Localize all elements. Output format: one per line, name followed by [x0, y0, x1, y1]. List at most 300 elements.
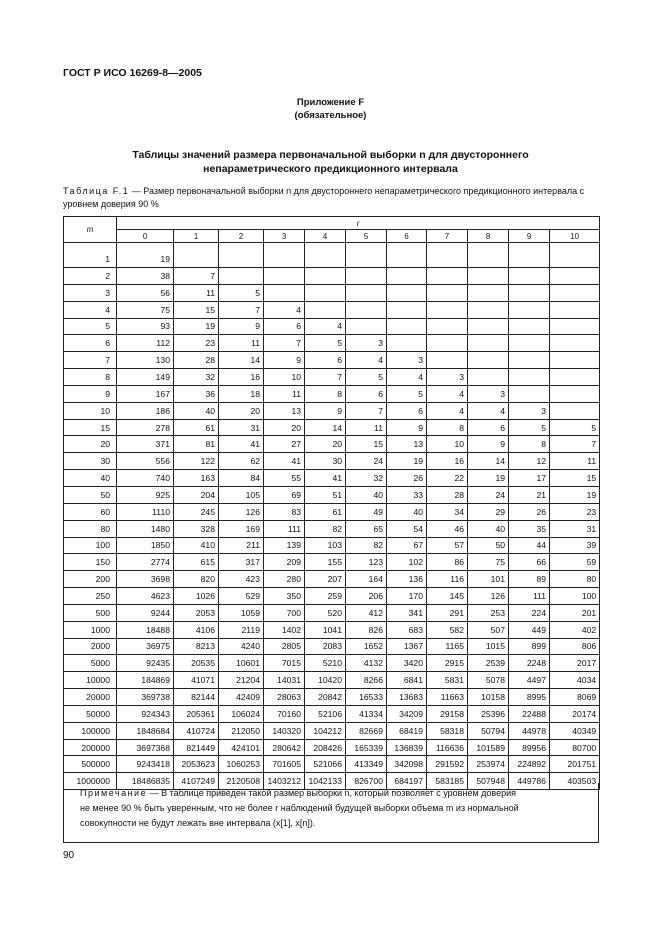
table-cell	[219, 268, 264, 285]
table-row	[64, 739, 600, 756]
table-cell: 5210	[305, 655, 346, 672]
table-cell: 16	[219, 369, 264, 386]
table-cell: 149	[117, 369, 174, 386]
table-row	[64, 318, 600, 335]
table-cell: 52106	[305, 705, 346, 722]
table-cell: 39	[550, 537, 600, 554]
row-m-value: 30	[64, 453, 117, 470]
table-cell: 50	[468, 537, 509, 554]
table-cell: 112	[117, 335, 174, 352]
table-row	[64, 470, 600, 487]
table-cell: 105	[219, 486, 264, 503]
table-cell: 20535	[174, 655, 219, 672]
table-cell: 15	[174, 301, 219, 318]
table-cell	[550, 402, 600, 419]
table-cell: 136	[387, 571, 427, 588]
table-cell: 14	[468, 453, 509, 470]
table-cell: 3	[427, 369, 468, 386]
table-cell: 826	[346, 621, 387, 638]
table-cell: 89956	[509, 739, 550, 756]
table-cell	[468, 243, 509, 268]
table-row	[64, 284, 600, 301]
table-cell	[427, 268, 468, 285]
table-row	[64, 756, 600, 773]
table-cell: 75	[117, 301, 174, 318]
table-cell: 412	[346, 604, 387, 621]
table-cell: 3	[509, 402, 550, 419]
table-cell	[427, 318, 468, 335]
row-m-value: 1	[64, 243, 117, 268]
table-cell: 27	[264, 436, 305, 453]
table-cell: 15	[346, 436, 387, 453]
table-cell: 11	[174, 284, 219, 301]
table-cell: 520	[305, 604, 346, 621]
row-m-value: 500000	[64, 756, 117, 773]
table-cell: 2119	[219, 621, 264, 638]
table-cell	[387, 284, 427, 301]
column-header: 1	[174, 230, 219, 243]
table-cell	[509, 318, 550, 335]
table-cell: 82144	[174, 689, 219, 706]
note-text-line1: — В таблице приведен такой размер выборки n, который позволяет с уровнем доверия	[147, 788, 516, 798]
table-cell: 3	[346, 335, 387, 352]
table-cell: 259	[305, 588, 346, 605]
table-cell	[509, 243, 550, 268]
table-cell: 328	[174, 520, 219, 537]
table-cell	[468, 352, 509, 369]
table-cell: 55	[264, 470, 305, 487]
column-header: 4	[305, 230, 346, 243]
table-row	[64, 520, 600, 537]
table-cell: 350	[264, 588, 305, 605]
table-cell: 10158	[468, 689, 509, 706]
table-cell: 140320	[264, 722, 305, 739]
table-cell: 130	[117, 352, 174, 369]
table-cell	[468, 318, 509, 335]
table-cell: 139	[264, 537, 305, 554]
table-cell: 80	[550, 571, 600, 588]
table-cell: 8	[509, 436, 550, 453]
table-cell	[468, 335, 509, 352]
table-cell: 19	[117, 243, 174, 268]
table-cell: 54	[387, 520, 427, 537]
table-cell: 529	[219, 588, 264, 605]
table-cell: 413349	[346, 756, 387, 773]
table-cell: 49	[346, 503, 387, 520]
table-cell	[550, 284, 600, 301]
table-note	[63, 783, 599, 843]
table-cell: 403503	[550, 773, 600, 790]
row-m-value: 1000000	[64, 773, 117, 790]
table-cell	[509, 385, 550, 402]
table-cell: 167	[117, 385, 174, 402]
table-cell: 820	[174, 571, 219, 588]
table-cell: 23	[550, 503, 600, 520]
table-cell	[174, 243, 219, 268]
table-cell: 36	[174, 385, 219, 402]
table-cell	[387, 335, 427, 352]
row-m-value: 50	[64, 486, 117, 503]
table-cell: 7	[346, 402, 387, 419]
table-cell: 26	[509, 503, 550, 520]
table-cell: 6	[305, 352, 346, 369]
table-row	[64, 571, 600, 588]
row-m-value: 60	[64, 503, 117, 520]
table-cell: 3698	[117, 571, 174, 588]
table-cell: 278	[117, 419, 174, 436]
table-cell: 36975	[117, 638, 174, 655]
table-cell: 40	[468, 520, 509, 537]
table-cell: 684197	[387, 773, 427, 790]
table-cell: 24	[468, 486, 509, 503]
table-cell: 2120508	[219, 773, 264, 790]
table-cell: 101	[468, 571, 509, 588]
row-m-value: 2	[64, 268, 117, 285]
table-cell: 6841	[387, 672, 427, 689]
table-cell: 67	[387, 537, 427, 554]
table-cell: 23	[174, 335, 219, 352]
table-cell: 9	[387, 419, 427, 436]
table-cell: 16	[427, 453, 468, 470]
table-cell: 31	[550, 520, 600, 537]
table-cell: 208426	[305, 739, 346, 756]
table-cell: 291592	[427, 756, 468, 773]
table-cell: 1402	[264, 621, 305, 638]
table-cell: 9	[219, 318, 264, 335]
table-cell	[468, 268, 509, 285]
table-cell: 68419	[387, 722, 427, 739]
table-row	[64, 268, 600, 285]
table-cell: 9243418	[117, 756, 174, 773]
table-cell	[427, 335, 468, 352]
table-cell: 145	[427, 588, 468, 605]
table-cell	[387, 268, 427, 285]
table-cell: 7	[219, 301, 264, 318]
table-cell	[427, 284, 468, 301]
table-cell: 1403212	[264, 773, 305, 790]
table-cell: 5	[387, 385, 427, 402]
table-cell: 7	[264, 335, 305, 352]
table-cell: 2053623	[174, 756, 219, 773]
table-cell: 5	[509, 419, 550, 436]
table-cell	[550, 318, 600, 335]
table-cell: 20	[264, 419, 305, 436]
table-cell: 83	[264, 503, 305, 520]
table-cell: 207	[305, 571, 346, 588]
column-header: 6	[387, 230, 427, 243]
table-cell: 41071	[174, 672, 219, 689]
table-cell: 123	[346, 554, 387, 571]
table-cell: 212050	[219, 722, 264, 739]
column-header: 2	[219, 230, 264, 243]
table-row	[64, 301, 600, 318]
table-cell: 1652	[346, 638, 387, 655]
table-row	[64, 419, 600, 436]
table-cell	[305, 268, 346, 285]
table-cell: 93	[117, 318, 174, 335]
table-cell: 46	[427, 520, 468, 537]
table-cell: 86	[427, 554, 468, 571]
table-cell: 20	[305, 436, 346, 453]
table-cell: 5	[305, 335, 346, 352]
sample-size-table	[63, 216, 600, 790]
table-cell: 26	[387, 470, 427, 487]
table-cell: 700	[264, 604, 305, 621]
row-m-value: 200000	[64, 739, 117, 756]
table-cell: 507948	[468, 773, 509, 790]
table-cell: 30	[305, 453, 346, 470]
table-cell: 122	[174, 453, 219, 470]
table-cell: 92435	[117, 655, 174, 672]
table-cell	[387, 301, 427, 318]
table-cell: 104212	[305, 722, 346, 739]
table-cell: 1110	[117, 503, 174, 520]
table-cell: 4	[387, 369, 427, 386]
table-cell: 111	[264, 520, 305, 537]
table-cell: 20842	[305, 689, 346, 706]
table-cell: 82	[346, 537, 387, 554]
table-cell: 4	[346, 352, 387, 369]
table-cell	[264, 284, 305, 301]
table-cell	[550, 352, 600, 369]
table-cell: 12	[509, 453, 550, 470]
table-cell	[264, 268, 305, 285]
table-cell: 116636	[427, 739, 468, 756]
table-cell: 22	[427, 470, 468, 487]
table-cell: 5	[550, 419, 600, 436]
table-cell	[305, 284, 346, 301]
table-cell: 84	[219, 470, 264, 487]
table-cell	[346, 243, 387, 268]
row-m-value: 5000	[64, 655, 117, 672]
table-cell: 583185	[427, 773, 468, 790]
table-cell: 65	[346, 520, 387, 537]
table-cell: 100	[550, 588, 600, 605]
table-cell: 51	[305, 486, 346, 503]
table-cell: 899	[509, 638, 550, 655]
row-m-value: 20	[64, 436, 117, 453]
table-cell: 80700	[550, 739, 600, 756]
table-cell	[427, 352, 468, 369]
table-cell: 6	[346, 385, 387, 402]
table-cell: 1848684	[117, 722, 174, 739]
table-cell	[305, 243, 346, 268]
table-cell: 41334	[346, 705, 387, 722]
table-cell: 4240	[219, 638, 264, 655]
table-cell: 116	[427, 571, 468, 588]
row-m-value: 80	[64, 520, 117, 537]
table-cell: 806	[550, 638, 600, 655]
table-cell: 371	[117, 436, 174, 453]
table-cell: 280	[264, 571, 305, 588]
table-cell: 4034	[550, 672, 600, 689]
table-cell: 28	[427, 486, 468, 503]
table-row	[64, 638, 600, 655]
table-cell: 40349	[550, 722, 600, 739]
table-cell: 57	[427, 537, 468, 554]
table-cell: 81	[174, 436, 219, 453]
table-cell	[550, 243, 600, 268]
table-cell: 101589	[468, 739, 509, 756]
row-m-value: 50000	[64, 705, 117, 722]
table-cell: 683	[387, 621, 427, 638]
table-cell	[550, 369, 600, 386]
table-cell: 4	[305, 318, 346, 335]
column-header: 8	[468, 230, 509, 243]
table-cell	[346, 318, 387, 335]
row-m-value: 100	[64, 537, 117, 554]
table-cell: 56	[117, 284, 174, 301]
table-cell: 186	[117, 402, 174, 419]
table-cell: 4497	[509, 672, 550, 689]
table-cell: 19	[468, 470, 509, 487]
table-cell: 826700	[346, 773, 387, 790]
table-cell: 50794	[468, 722, 509, 739]
table-cell: 18486835	[117, 773, 174, 790]
appendix-status: (обязательное)	[294, 110, 367, 121]
table-cell	[550, 385, 600, 402]
table-cell: 5	[346, 369, 387, 386]
table-cell: 32	[346, 470, 387, 487]
table-cell: 11	[550, 453, 600, 470]
table-cell: 4623	[117, 588, 174, 605]
table-cell: 25396	[468, 705, 509, 722]
table-caption	[63, 185, 603, 210]
table-cell: 423	[219, 571, 264, 588]
table-cell: 61	[305, 503, 346, 520]
table-cell: 163	[174, 470, 219, 487]
row-header-m: m	[64, 217, 117, 243]
table-cell: 31	[219, 419, 264, 436]
table-cell: 59	[550, 554, 600, 571]
table-row	[64, 705, 600, 722]
table-cell: 1060253	[219, 756, 264, 773]
table-cell: 126	[468, 588, 509, 605]
row-m-value: 10	[64, 402, 117, 419]
table-cell: 62	[219, 453, 264, 470]
row-m-value: 150	[64, 554, 117, 571]
table-cell: 1026	[174, 588, 219, 605]
table-cell: 7	[305, 369, 346, 386]
table-cell: 201	[550, 604, 600, 621]
table-cell: 58318	[427, 722, 468, 739]
table-cell	[427, 243, 468, 268]
table-cell	[509, 335, 550, 352]
table-cell: 82669	[346, 722, 387, 739]
table-cell	[468, 369, 509, 386]
table-cell: 69	[264, 486, 305, 503]
table-cell: 3697368	[117, 739, 174, 756]
table-row	[64, 554, 600, 571]
table-cell: 2248	[509, 655, 550, 672]
row-m-value: 500	[64, 604, 117, 621]
table-row	[64, 604, 600, 621]
row-m-value: 3	[64, 284, 117, 301]
table-cell: 2083	[305, 638, 346, 655]
table-cell: 342098	[387, 756, 427, 773]
table-row	[64, 402, 600, 419]
table-cell: 11	[346, 419, 387, 436]
table-cell: 1165	[427, 638, 468, 655]
table-cell: 164	[346, 571, 387, 588]
table-cell: 1367	[387, 638, 427, 655]
table-cell: 11	[219, 335, 264, 352]
table-cell: 155	[305, 554, 346, 571]
table-cell: 11663	[427, 689, 468, 706]
table-cell: 4	[264, 301, 305, 318]
row-m-value: 5	[64, 318, 117, 335]
table-cell: 61	[174, 419, 219, 436]
table-row	[64, 588, 600, 605]
table-cell: 82	[305, 520, 346, 537]
table-cell: 317	[219, 554, 264, 571]
table-row	[64, 335, 600, 352]
table-cell: 170	[387, 588, 427, 605]
table-cell: 556	[117, 453, 174, 470]
table-cell: 13683	[387, 689, 427, 706]
table-cell: 8	[427, 419, 468, 436]
row-m-value: 4	[64, 301, 117, 318]
table-cell: 10601	[219, 655, 264, 672]
table-row	[64, 369, 600, 386]
table-cell: 42409	[219, 689, 264, 706]
table-cell: 8995	[509, 689, 550, 706]
table-cell: 35	[509, 520, 550, 537]
column-header: 3	[264, 230, 305, 243]
table-cell	[468, 301, 509, 318]
table-cell: 6	[468, 419, 509, 436]
table-cell: 2774	[117, 554, 174, 571]
table-cell: 9	[468, 436, 509, 453]
row-m-value: 250	[64, 588, 117, 605]
table-cell: 341	[387, 604, 427, 621]
table-cell: 4107249	[174, 773, 219, 790]
table-cell: 449786	[509, 773, 550, 790]
table-row	[64, 722, 600, 739]
table-cell: 28063	[264, 689, 305, 706]
table-cell: 224892	[509, 756, 550, 773]
table-cell	[346, 301, 387, 318]
table-cell: 6	[264, 318, 305, 335]
table-cell	[346, 284, 387, 301]
table-cell: 8266	[346, 672, 387, 689]
table-cell: 5	[219, 284, 264, 301]
table-cell: 16533	[346, 689, 387, 706]
row-m-value: 2000	[64, 638, 117, 655]
table-cell: 3	[387, 352, 427, 369]
row-m-value: 9	[64, 385, 117, 402]
table-cell: 40	[387, 503, 427, 520]
table-cell: 9	[305, 402, 346, 419]
table-cell: 369738	[117, 689, 174, 706]
note-line1	[80, 786, 586, 801]
table-cell	[550, 268, 600, 285]
table-cell: 44	[509, 537, 550, 554]
table-cell: 14031	[264, 672, 305, 689]
table-cell: 11	[264, 385, 305, 402]
table-cell: 2915	[427, 655, 468, 672]
table-cell	[346, 268, 387, 285]
table-cell: 21	[509, 486, 550, 503]
table-row	[64, 621, 600, 638]
note-lead: Примечание	[80, 788, 148, 798]
table-cell: 169	[219, 520, 264, 537]
table-cell: 402	[550, 621, 600, 638]
table-cell: 13	[264, 402, 305, 419]
table-row	[64, 689, 600, 706]
table-cell: 4	[427, 402, 468, 419]
table-row	[64, 243, 600, 268]
